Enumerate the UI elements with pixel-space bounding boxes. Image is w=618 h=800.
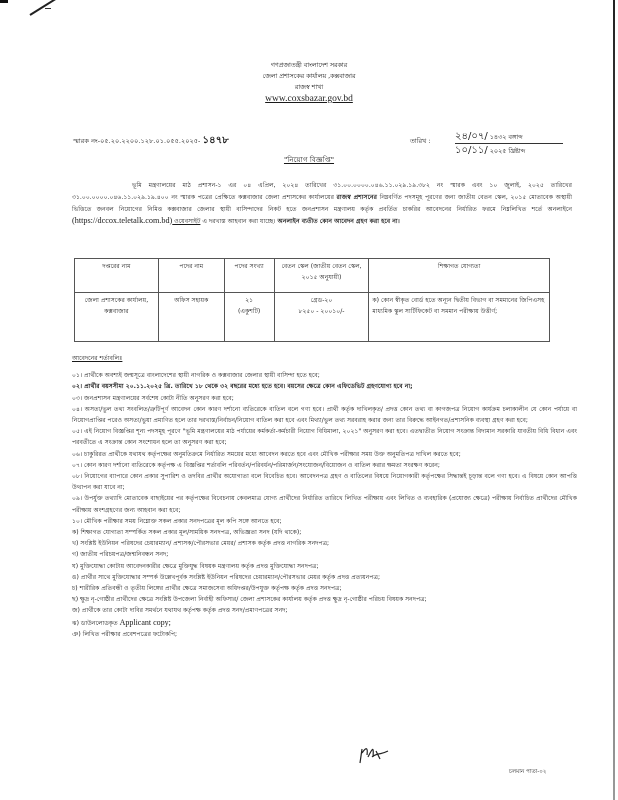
term-item: ০৯। উপর্যুক্ত তথ্যাদি মোতাবেক বাছাইয়ের পর কর্তৃপক্ষের বিবেচনায় কেবলমাত্র যোগ্য প্রার্থীদের নির্ধারিত তারিখে লিখিত পরীক্ষায় এবং লিখিত ও ব্যবহারিক (প্রযোজ্য ক্ষেত্রে) পরীক্ষায় নির্বাচিত প্রার্থীদের মৌখিক পরীক্ষায় অংশগ্রহণের জন্য আহবান করা হবে; [72, 495, 577, 514]
intro-paragraph [72, 180, 572, 228]
government-name: গণপ্রজাতন্ত্রী বাংলাদেশ সরকার [270, 62, 348, 69]
term-item: ০৫। এই নিয়োগ বিজ্ঞপ্তির শূন্য পদসমূহ পূরণে "ভূমি মন্ত্রণালয়ের মাঠ পর্যায়ের কর্মকর্তা-কর্মচারী নিয়োগ বিধিমালা, ২০২১" অনুসরণ করা হবে। এতদ্ব্যতীত নিয়োগ সংক্রান্ত বিদ্যমান সরকারি যাবতীয় বিধি বিধান এবং পরবর্তীতে এ সংক্রান্ত কোন সংশোধন হলে তা অনুসরণ করা হবে; [72, 428, 577, 447]
date-label: তারিখ : [410, 137, 431, 145]
cell-post: অফিস সহায়ক [158, 293, 224, 342]
scale: ৮২৫০ - ২০০১০/- [298, 308, 345, 315]
memo-prefix: স্মারক নং-০৫.২০.২২০০.১২৮.০১.০৫৫.২০২৫- [73, 137, 201, 145]
header-office: দপ্তরের নাম [75, 259, 159, 293]
website-link[interactable]: www.coxsbazar.gov.bd [265, 94, 353, 104]
scan-corner [0, 0, 8, 3]
applicant-copy-text: Applicant copy; [119, 617, 171, 627]
term-item: ০৮। নিয়োগের ব্যাপারে কোন প্রকার সুপারিশ ও তদবির প্রার্থীর অযোগ্যতা বলে বিবেচিত হবে। আবেদনপত্র গ্রহণ ও বাতিলের বিষয়ে নিয়োগকারী কর্তৃপক্ষের সিদ্ধান্তই চূড়ান্ত বলে গণ্য হবে। এ বিষয়ে কোন আপত্তি উত্থাপন করা যাবে না; [72, 473, 577, 492]
table-row [75, 293, 550, 342]
term-item: ০৪। অসত্য/ভুল তথ্য সংবলিত/ত্রুটিপূর্ণ আবেদন কোন কারণ দর্শানো ব্যতিরেকে বাতিল বলে গণ্য হবে। প্রার্থী কর্তৃক দাখিলকৃত/ প্রদত্ত কোন তথ্য বা কাগজপত্র নিয়োগ কার্যক্রম চলাকালীন যে কোন পর্যায়ে বা নিয়োগপ্রাপ্তির পরেও অসত্য/ভুয়া প্রমাণিত হলে তার দরখাস্ত/নির্বাচন/নিয়োগ বাতিল করা হবে এবং মিথ্যা/ভুল তথ্য সরবরাহ করার জন্য তার বিরুদ্ধে আইনগত/প্রশাসনিক ব্যবস্থা গ্রহণ করা হবে; [72, 405, 577, 425]
term-item: ০১। প্রার্থীকে অবশ্যই জন্মসূত্রে বাংলাদেশের স্থায়ী নাগরিক ও কক্সবাজার জেলার স্থায়ী বাসিন্দা হতে হবে; [72, 372, 320, 380]
term-item: ০৩। জনপ্রশাসন মন্ত্রণালয়ের সর্বশেষ কোটা নীতি অনুসরণ করা হবে; [72, 394, 234, 402]
term-sub-item: জ) প্রার্থীকে তার কোটা দাবির সমর্থনে যথাযথ কর্তৃপক্ষ কর্তৃক প্রদত্ত সনদ/প্রমাণপত্রের সনদ; [72, 607, 288, 615]
pen-mark [45, 8, 51, 9]
scan-edge [613, 0, 615, 800]
term-sub-item: ছ) ক্ষুদ্র নৃ-গোষ্ঠীর প্রার্থীদের ক্ষেত্রে সংশ্লিষ্ট উপজেলা নির্বাহী অফিসার/ জেলা প্রশাসকের কার্যালয় কর্তৃক প্রদত্ত ক্ষুদ্র নৃ-গোষ্ঠীর পরিচয় বিষয়ক সনদপত্র; [72, 596, 427, 604]
term-sub-item: ঞ) লিখিত পরীক্ষার প্রবেশপত্রের ফটোকপি; [72, 630, 178, 638]
intro-text: এ দরখাস্ত আহবান করা যাচ্ছে। [200, 218, 278, 226]
cell-count [224, 293, 274, 342]
header-count: পদের সংখ্যা [224, 259, 274, 293]
header-pay-scale: বেতন স্কেল (জাতীয় বেতন স্কেল, ২০১৫ অনুযায়ী) [274, 259, 369, 293]
table-header-row [75, 259, 550, 293]
page-title: "নিয়োগ বিজ্ঞপ্তি" [283, 155, 335, 164]
sub-item-prefix: ঝ) ডাউনলোডকৃত [72, 619, 120, 627]
signature-icon [358, 743, 398, 765]
terms-heading: আবেদনের শর্তাবলিঃ [72, 355, 123, 362]
date-bengali [455, 130, 563, 144]
memo-number [73, 133, 229, 150]
date-gregorian-handwritten: ১০/১১/ [455, 145, 488, 156]
date-bengali-printed: ১৪৩২ বঙ্গাব্দ [489, 133, 523, 141]
count-words: (একুশটি) [237, 308, 261, 315]
branch-name: রাজস্ব শাখা [294, 84, 324, 91]
date-bengali-handwritten: ২৪/০৭/ [455, 131, 488, 142]
intro-text: ওয়েবসাইট [172, 218, 201, 226]
term-sub-item: গ) জাতীয় পরিচয়পত্র/জন্মনিবন্ধন সনদ; [72, 551, 169, 559]
term-sub-item: ঘ) মুক্তিযোদ্ধা কোটায় আবেদনকারীর ক্ষেত্রে মুক্তিযুদ্ধ বিষয়ক মন্ত্রণালয় কর্তৃক প্রদত্ত মুক্তিযোদ্ধা সনদপত্র; [72, 562, 319, 570]
term-sub-item: চ) শারীরিক প্রতিবন্ধী ও তৃতীয় লিঙ্গের প্রার্থীর ক্ষেত্রে সমাজসেবা অধিদপ্তর/উপযুক্ত কর্তৃপক্ষ কর্তৃক প্রদত্ত সনদপত্র; [72, 585, 342, 593]
date-gregorian-printed: ২০২৫ খ্রিষ্টাব্দ [489, 147, 526, 155]
terms-section [72, 353, 577, 640]
office-name: জেলা প্রশাসকের কার্যালয় ,কক্সবাজার [262, 73, 356, 80]
pen-mark [29, 0, 56, 16]
intro-bold-text: অনলাইন ব্যতীত কোন আবেদন গ্রহণ করা হবে না। [277, 218, 400, 226]
term-item: ১০। মৌখিক পরীক্ষার সময় নিম্নোক্ত সকল প্রকার সনদপত্রের মূল কপি সঙ্গে আনতে হবে; [72, 517, 282, 525]
term-item: ০৬। চাকুরিরত প্রার্থীকে যথাযথ কর্তৃপক্ষের অনুমতিক্রমে নির্ধারিত সময়ের মধ্যে আবেদন করতে হবে এবং মৌখিক পরীক্ষার সময় উক্ত অনুমতিপত্র দাখিল করতে হবে; [72, 450, 461, 458]
term-sub-item [72, 617, 577, 629]
letterhead [0, 60, 618, 105]
term-sub-item: ঙ) প্রার্থীর সাথে মুক্তিযোদ্ধার সম্পর্ক উল্লেখপূর্বক সংশ্লিষ্ট ইউনিয়ন পরিষদের চেয়ারম্যান/পৌরসভার মেয়র কর্তৃক প্রদত্ত প্রত্যয়নপত্র; [72, 573, 381, 581]
term-item: ০২। প্রার্থীর বয়সসীমা ২০.১১.২০২৫ খ্রি. তারিখে ১৮ থেকে ৩২ বছরের মধ্যে হতে হবে। বয়সের ক্ষেত্রে কোন এফিডেভিট গ্রহণযোগ্য হবে না; [72, 383, 413, 391]
count-number: ২১ [245, 297, 254, 304]
intro-text: নিম্নবর্ণিত পদসমূহ পূরণের জন্য জাতীয় বেতন স্কেল, ২০১৫ মোতাবেক অস্থায়ী ভিত্তিতে জনবল নিয়োগের নিমিত্ত কক্সবাজার জেলার স্থায়ী বাসিন্দাদের নিকট হতে জনপ্রশাসন মন্ত্রণালয় কর্তৃক প্রবর্তিত চাকরির আবেদনের নির্ধারিত ফরমে নিম্নলিখিত শর্তে অনলাইনে [72, 193, 573, 213]
grade: গ্রেড-২০ [310, 297, 333, 304]
header-post: পদের নাম [158, 259, 224, 293]
term-sub-item: খ) সংশ্লিষ্ট ইউনিয়ন পরিষদের চেয়ারম্যান/ প্রশাসক/পৌরসভার মেয়র/ প্রশাসক কর্তৃক প্রদত্ত নাগরিক সনদপত্র; [72, 540, 330, 548]
posts-table [74, 258, 550, 342]
term-sub-item: ক) শিক্ষাগত যোগ্যতা সম্পর্কিত সকল প্রকার মূল/সাময়িক সনদপত্র, অভিজ্ঞতা সনদ (যদি থাকে); [72, 529, 302, 537]
intro-text: ভূমি মন্ত্রণালয়ের মাঠ প্রশাসন-১ এর ০৪ এপ্রিল, ২০২৪ তারিখের ৩১.০০.০০০০.০৪৬.১১.০২৯.১৯.৩৮২ নং স্মারক এবং ১০ জুলাই, ২০২৫ তারিখের ৩১.০০.০০০০.০৪৬.১১.০২৯.১৯.৪০০ নং স্মারক পত্রের প্রেক্ষিতে কক্সবাজার জেলা প্রশাসকের কার্যালয়ের [72, 182, 572, 201]
term-item: ০৭। কোন কারণ দর্শানো ব্যতিরেকে কর্তৃপক্ষ এ বিজ্ঞপ্তির শর্তাবলি পরিবর্তন/পরিবর্ধন/পরিমার্জন/সংযোজন/বিয়োজন ও বাতিল করার ক্ষমতা সংরক্ষণ করেন; [72, 461, 440, 469]
continued-page-label: চলমান পাতা-০২ [509, 769, 547, 775]
memo-handwritten-number: ১৪৭৮ [202, 135, 229, 146]
cell-office: জেলা প্রশাসকের কার্যালয়, কক্সবাজার [75, 293, 159, 342]
intro-bold-text: রাজস্ব প্রশাসনের [336, 193, 378, 201]
application-link[interactable]: (https://dccox.teletalk.com.bd) [72, 216, 173, 226]
cell-qualification: ক) কোন স্বীকৃত বোর্ড হতে অন্যূন দ্বিতীয় বিভাগ বা সমমানের জিপিএসহ মাধ্যমিক স্কুল সার্টিফিকেট বা সমমান পরীক্ষায় উত্তীর্ণ; [369, 293, 550, 342]
header-qualification: শিক্ষাগত যোগ্যতা [369, 259, 550, 293]
cell-pay-scale [274, 293, 369, 342]
